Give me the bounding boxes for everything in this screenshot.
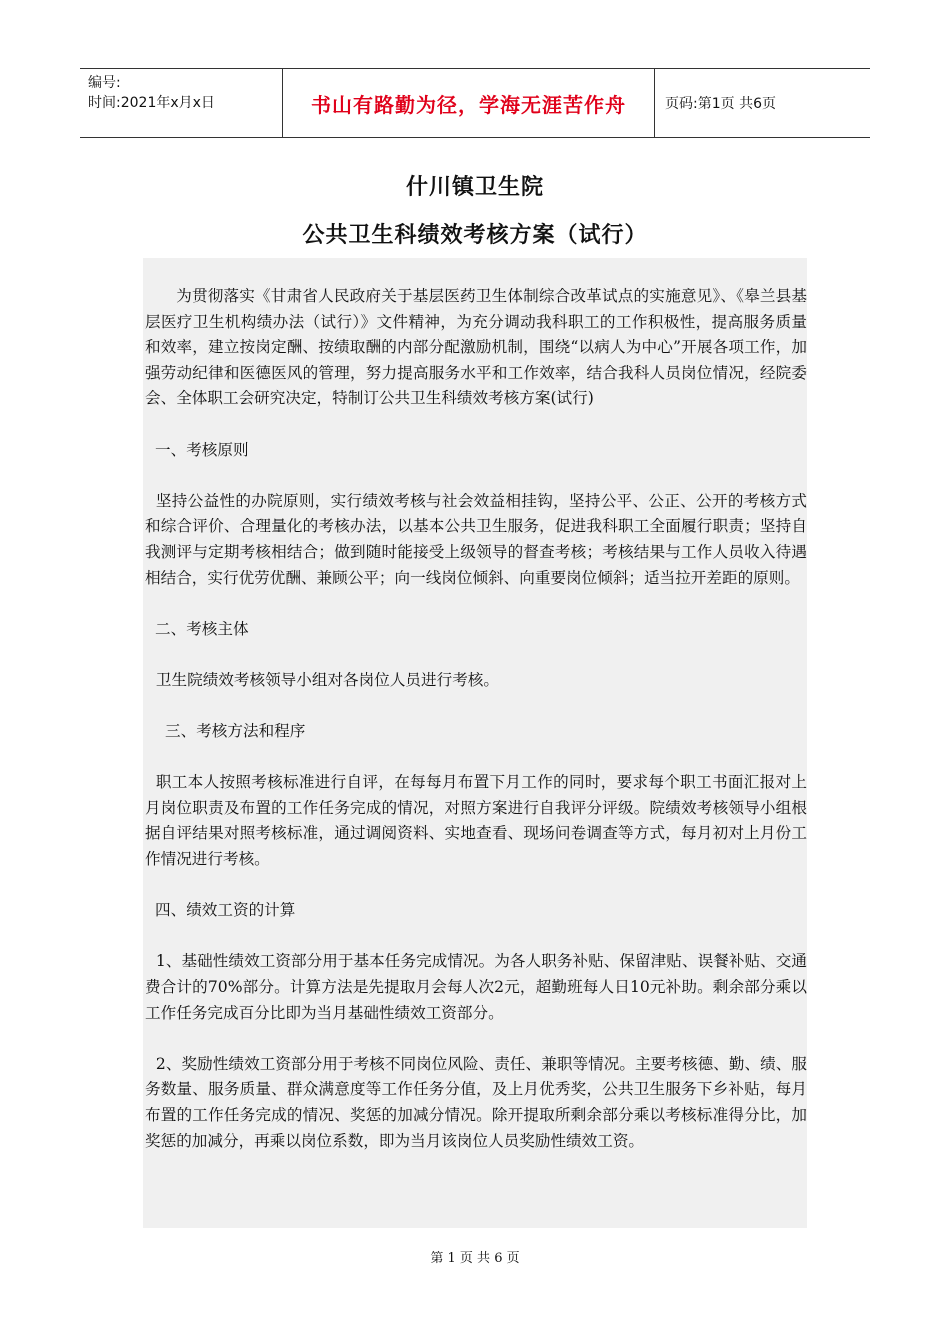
section2-paragraph: 卫生院绩效考核领导小组对各岗位人员进行考核。 [155, 670, 499, 689]
document-number-label: 编号: [88, 75, 121, 91]
page-footer: 第 1 页 共 6 页 [430, 1251, 520, 1266]
document-time-label: 时间:2021年x月x日 [88, 95, 215, 111]
header-page-info: 页码:第1页 共6页 [665, 96, 776, 112]
section4-heading: 四、绩效工资的计算 [155, 901, 296, 920]
page-header [80, 68, 870, 138]
section2-heading: 二、考核主体 [155, 619, 249, 638]
section1-paragraph: 坚持公益性的办院原则，实行绩效考核与社会效益相挂钩，坚持公平、公正、公开的考核方式和综合评价、合理量化的考核办法，以基本公共卫生服务，促进我科职工全面履行职责；坚持自我测评与定期考核相结合；做到随时能接受上级领导的督查考核；考核结果与工作人员收入待遇相结合，实行优劳优酬、兼顾公平；向一线岗位倾斜、向重要岗位倾斜；适当拉开差距的原则。 [145, 491, 807, 587]
document-body [143, 258, 807, 1228]
document-title-org: 什川镇卫生院 [405, 175, 544, 200]
header-motto: 书山有路勤为径，学海无涯苦作舟 [282, 69, 655, 137]
section3-heading: 三、考核方法和程序 [165, 722, 306, 741]
intro-paragraph: 为贯彻落实《甘肃省人民政府关于基层医药卫生体制综合改革试点的实施意见》、《皋兰县基层医疗卫生机构绩办法（试行）》文件精神，为充分调动我科职工的工作积极性，提高服务质量和效率，建立按岗定酬、按绩取酬的内部分配激励机制，围绕“以病人为中心”开展各项工作，加强劳动纪律和医德医风的管理，努力提高服务水平和工作效率，结合我科人员岗位情况，经院委会、全体职工会研究决定，特制订公共卫生科绩效考核方案(试行) [145, 287, 807, 408]
section3-paragraph: 职工本人按照考核标准进行自评，在每每月布置下月工作的同时，要求每个职工书面汇报对上月岗位职责及布置的工作任务完成的情况，对照方案进行自我评分评级。院绩效考核领导小组根据自评结果对照考核标准，通过调阅资料、实地查看、现场问卷调查等方式，每月初对上月份工作情况进行考核。 [145, 773, 807, 869]
section4-item1-paragraph: 1、基础性绩效工资部分用于基本任务完成情况。为各人职务补贴、保留津贴、误餐补贴、交通费合计的70%部分。计算方法是先提取月会每人次2元，超勤班每人日10元补助。剩余部分乘以工作任务完成百分比即为当月基础性绩效工资部分。 [145, 952, 807, 1022]
section1-heading: 一、考核原则 [155, 440, 249, 459]
header-meta [80, 69, 282, 137]
document-title-main: 公共卫生科绩效考核方案（试行） [302, 223, 648, 248]
section4-item2-paragraph: 2、奖励性绩效工资部分用于考核不同岗位风险、责任、兼职等情况。主要考核德、勤、绩、服务数量、服务质量、群众满意度等工作任务分值，及上月优秀奖，公共卫生服务下乡补贴，每月布置的工作任务完成的情况、奖惩的加减分情况。除开提取所剩余部分乘以考核标准得分比，加奖惩的加减分，再乘以岗位系数，即为当月该岗位人员奖励性绩效工资。 [145, 1054, 807, 1150]
